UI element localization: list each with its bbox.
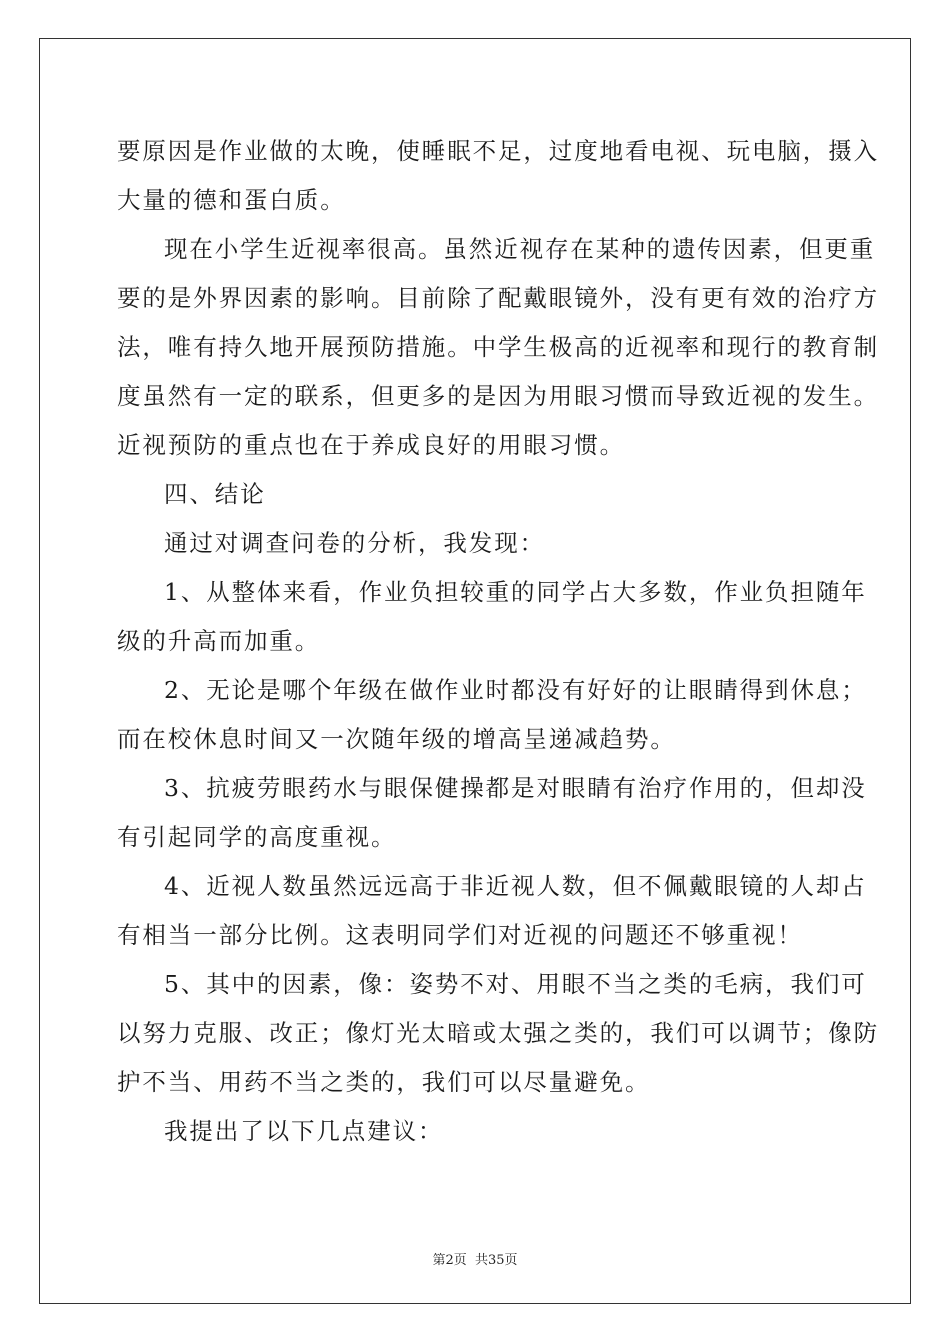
list-item-line: 1、从整体来看，作业负担较重的同学占大多数，作业负担随年 — [164, 578, 867, 606]
list-item-line: 级的升高而加重。 — [117, 627, 321, 655]
paragraph-line: 度虽然有一定的联系，但更多的是因为用眼习惯而导致近视的发生。 — [117, 382, 879, 410]
list-item-line: 有相当一部分比例。这表明同学们对近视的问题还不够重视！ — [117, 921, 803, 949]
paragraph-line: 要原因是作业做的太晚，使睡眠不足，过度地看电视、玩电脑，摄入 — [117, 137, 879, 165]
list-item-line: 有引起同学的高度重视。 — [117, 823, 397, 851]
paragraph-line: 通过对调查问卷的分析，我发现： — [164, 529, 545, 557]
list-item-line: 而在校休息时间又一次随年级的增高呈递减趋势。 — [117, 725, 676, 753]
list-item-line: 3、抗疲劳眼药水与眼保健操都是对眼睛有治疗作用的，但却没 — [164, 774, 867, 802]
page-number: 第2页 — [432, 1253, 467, 1268]
section-heading: 四、结论 — [164, 480, 266, 508]
page-footer — [0, 1249, 950, 1268]
list-item-line: 4、近视人数虽然远远高于非近视人数，但不佩戴眼镜的人却占 — [164, 872, 867, 900]
list-item-line: 5、其中的因素，像：姿势不对、用眼不当之类的毛病，我们可 — [164, 970, 867, 998]
list-item-line: 2、无论是哪个年级在做作业时都没有好好的让眼睛得到休息； — [164, 676, 867, 704]
paragraph-line: 我提出了以下几点建议： — [164, 1117, 444, 1145]
list-item-line: 以努力克服、改正；像灯光太暗或太强之类的，我们可以调节；像防 — [117, 1019, 879, 1047]
paragraph-line: 要的是外界因素的影响。目前除了配戴眼镜外，没有更有效的治疗方 — [117, 284, 879, 312]
page-total: 共35页 — [474, 1253, 518, 1268]
list-item-line: 护不当、用药不当之类的，我们可以尽量避免。 — [117, 1068, 651, 1096]
paragraph-line: 现在小学生近视率很高。虽然近视存在某种的遗传因素，但更重 — [164, 235, 876, 263]
paragraph-line: 近视预防的重点也在于养成良好的用眼习惯。 — [117, 431, 625, 459]
paragraph-line: 大量的德和蛋白质。 — [117, 186, 346, 214]
paragraph-line: 法，唯有持久地开展预防措施。中学生极高的近视率和现行的教育制 — [117, 333, 879, 361]
